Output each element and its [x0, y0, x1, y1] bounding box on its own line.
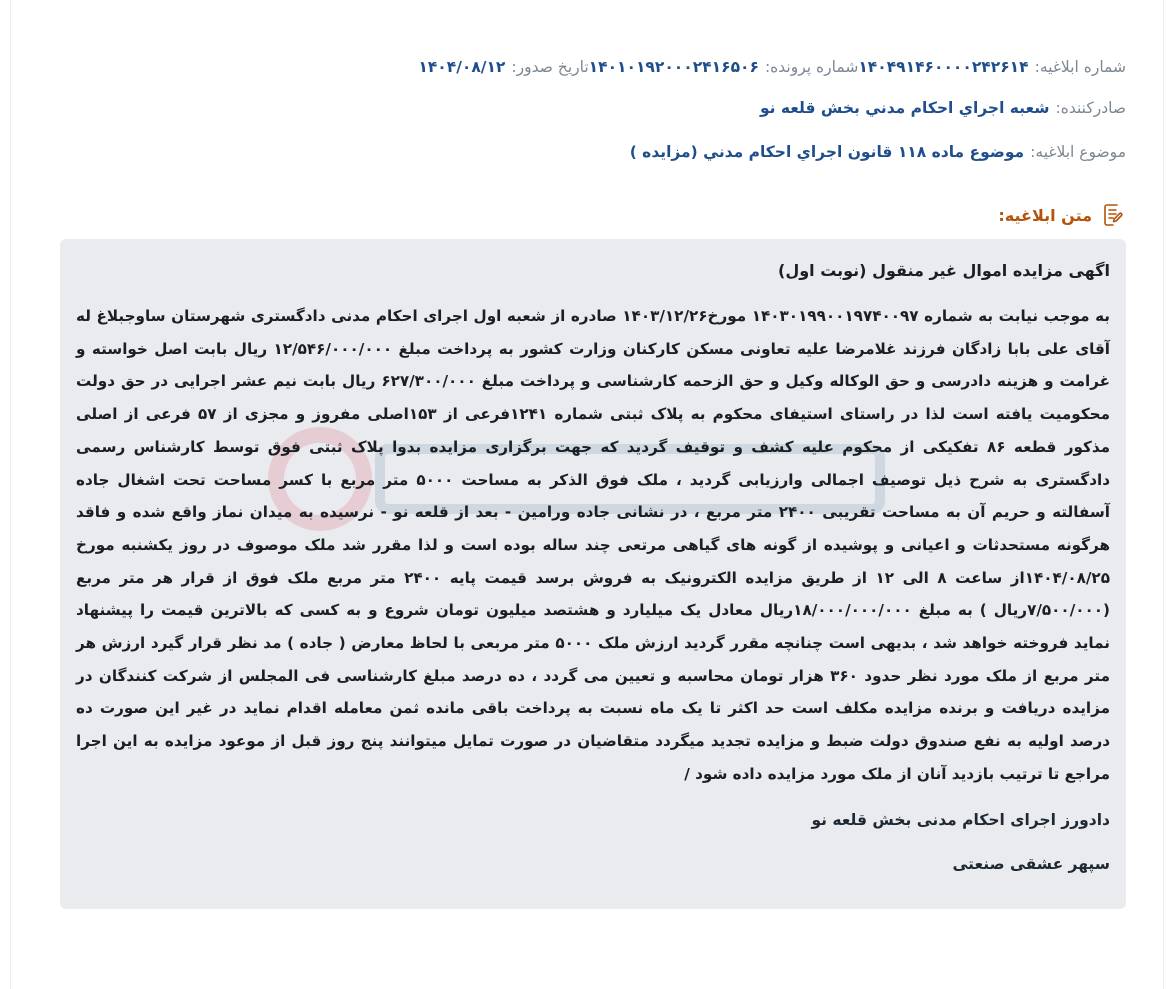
notice-text-title: متن ابلاغیه: [998, 205, 1092, 225]
case-number-label: شماره پرونده: [764, 58, 859, 76]
subject [630, 143, 1126, 161]
document-pen-icon [1100, 202, 1126, 228]
issue-date-value: ۱۴۰۴/۰۸/۱۲ [418, 58, 506, 76]
case-number-value: ۱۴۰۱۰۱۹۲۰۰۰۲۴۱۶۵۰۶ [588, 58, 759, 76]
issue-date-label: تاریخ صدور: [511, 58, 589, 76]
issuer-label: صادرکننده: [1055, 99, 1126, 117]
notice-headline: اگهی مزایده اموال غیر منقول (نوبت اول) [778, 261, 1110, 280]
subject-value: موضوع ماده ۱۱۸ قانون اجراي احکام مدني (مزايده ) [629, 143, 1025, 161]
meta-row-subject [48, 143, 1126, 161]
notice-number-value: ۱۴۰۴۹۱۴۶۰۰۰۰۲۴۲۶۱۴ [858, 58, 1029, 76]
issue-date [418, 58, 588, 76]
notice-body: به موجب نیابت به شماره ۱۴۰۳۰۱۹۹۰۰۱۹۷۴۰۰۹۷ مورخ۱۴۰۳/۱۲/۲۶ صادره از شعبه اول اجرای احکام مدنی دادگستری شهرستان ساوجبلاغ له آقای علی بابا زادگان فرزند غلامرضا علیه تعاونی مسکن کارکنان وزارت کشور به پرداخت مبلغ ۱۲/۵۴۶/۰۰۰/۰۰۰ ریال بابت اصل خواسته و غرامت و هزینه دادرسی و حق الوکاله وکیل و حق الزحمه کارشناسی و پرداخت مبلغ ۶۲۷/۳۰۰/۰۰۰ ریال بابت نیم عشر اجرایی در حق دولت محکومیت یافته است لذا در راستای استیفای محکوم به پلاک ثبتی شماره ۱۲۴۱فرعی از ۱۵۳اصلی مفروز و مجزی از ۵۷ فرعی از اصلی مذکور قطعه ۸۶ تفکیکی از محکوم علیه کشف و توقیف گردید که جهت برگزاری مزایده بدوا پلاک ثبتی فوق توسط کارشناس رسمی دادگستری به شرح ذیل توصیف اجمالی وارزیابی گردید ، ملک فوق الذکر به مساحت ۵۰۰۰ متر مربع با کسر مساحت تحت اشغال جاده آسفالته و حریم آن به مساحت تقریبی ۲۴۰۰ متر مربع ، در نشانی جاده ورامین - بعد از قلعه نو - نرسیده به میدان نماز واقع شده و فاقد هرگونه مستحدثات و اعیانی و پوشیده از گونه های گیاهی مرتعی چند ساله بوده است و لذا مقرر شد ملک موصوف در روز یکشنبه مورخ ۱۴۰۴/۰۸/۲۵از ساعت ۸ الی ۱۲ از طریق مزایده الکترونیک به فروش برسد قیمت پایه ۲۴۰۰ متر مربع ملک فوق از قرار هر متر مربع (۷/۵۰۰/۰۰۰ریال ) به مبلغ ۱۸/۰۰۰/۰۰۰/۰۰۰ریال معادل یک میلیارد و هشتصد میلیون تومان شروع و به کسی که بالاترین قیمت را پیشنهاد نماید فروخته خواهد شد ، بدیهی است چنانچه مقرر گردید ارزش ملک ۵۰۰۰ متر مربعی با لحاظ معارض ( جاده ) مد نظر قرار گیرد ارزش هر متر مربع از ملک مورد نظر حدود ۳۶۰ هزار تومان محاسبه و تعیین می گردد ، ده درصد مبلغ کارشناسی فی المجلس از شرکت کنندگان در مزایده دریافت و برنده مزایده مکلف است حد اکثر تا یک ماه نسبت به پرداخت باقی مانده ثمن معامله اقدام نماید در غیر این صورت ده درصد اولیه به نفع صندوق دولت ضبط و مزایده تجدید میگردد متقاضیان در صورت تمایل میتوانند پنج روز قبل از موعود مزایده به این اجرا مراجع تا ترتیب بازدید آنان از ملک مورد مزایده داده شود / [76, 307, 1110, 783]
case-number [589, 58, 859, 76]
notice-text-heading [998, 202, 1126, 228]
notice-number [858, 58, 1126, 76]
subject-label: موضوع ابلاغیه: [1030, 143, 1126, 161]
issuer [760, 99, 1126, 117]
meta-row-issuer [48, 99, 1126, 117]
notice-text-box [60, 239, 1126, 909]
signature-title: دادورز اجرای احکام مدنی بخش قلعه نو [811, 810, 1110, 829]
notice-number-label: شماره ابلاغیه: [1034, 58, 1126, 76]
meta-row-identifiers [48, 58, 1126, 76]
signature-name: سپهر عشقی صنعتی [952, 854, 1110, 873]
issuer-value: شعبه اجراي احکام مدني بخش قلعه نو [759, 99, 1050, 117]
